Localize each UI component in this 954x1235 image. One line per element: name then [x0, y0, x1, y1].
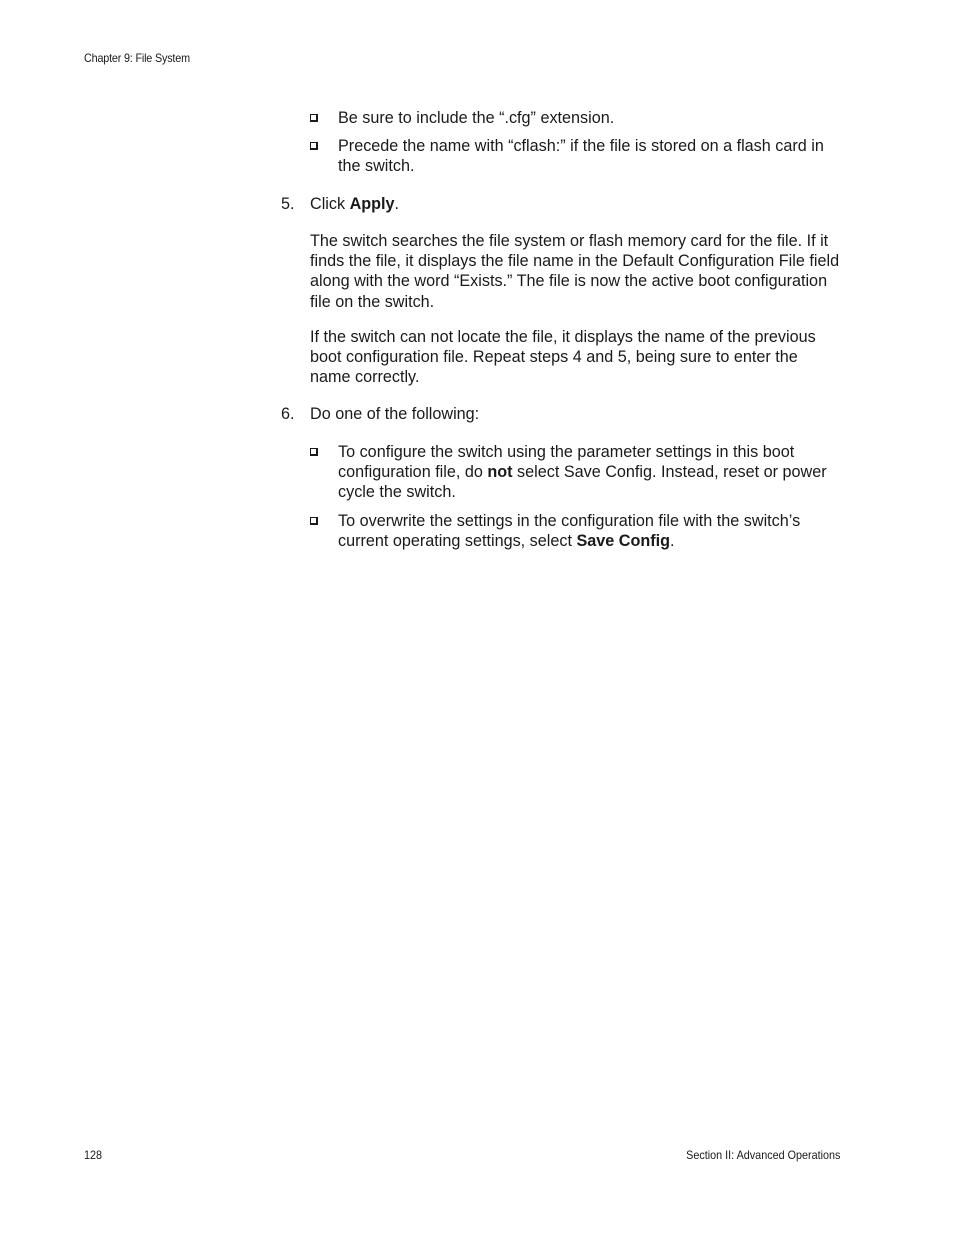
step-number: 5.: [281, 195, 295, 213]
step-text: Click Apply.: [310, 195, 400, 213]
apply-label: Apply: [349, 195, 395, 213]
bullet-text: To overwrite the settings in the configuration file with the switch’s current operating settings, select Save Config.: [338, 512, 801, 551]
bullet-text: Precede the name with “cflash:” if the file is stored on a flash card in the switch.: [338, 137, 824, 176]
bullet-text: Be sure to include the “.cfg” extension.: [338, 109, 615, 127]
bullet-item: [310, 442, 840, 503]
square-bullet-icon: [310, 517, 318, 525]
running-head: Chapter 9: File System: [84, 51, 190, 65]
bullet-item: [310, 108, 840, 128]
bullet-item: [310, 136, 840, 176]
step-text: Do one of the following:: [310, 405, 480, 423]
paragraph-file-not-found: If the switch can not locate the file, it displays the name of the previous boot configuration file. Repeat steps 4 and 5, being sure to enter the name correctly.: [310, 328, 816, 387]
paragraph-file-found: The switch searches the file system or flash memory card for the file. If it finds the file, it displays the file name in the Default Configuration File field along with the word “Exists.” The file is now the active boot configuration file on the switch.: [310, 232, 840, 311]
square-bullet-icon: [310, 114, 318, 122]
not-emphasis: not: [487, 463, 513, 482]
bullet-text: To configure the switch using the parameter settings in this boot configuration file, do not select Save Config. Instead, reset or power cycle the switch.: [338, 443, 827, 502]
save-config-label: Save Config: [576, 532, 670, 551]
square-bullet-icon: [310, 448, 318, 456]
section-title: Section II: Advanced Operations: [685, 1148, 840, 1162]
step-5: [281, 194, 841, 214]
page-number: 128: [84, 1148, 103, 1162]
square-bullet-icon: [310, 142, 318, 150]
step-6: [281, 404, 841, 424]
bullet-item: [310, 511, 840, 551]
step-number: 6.: [281, 405, 295, 423]
